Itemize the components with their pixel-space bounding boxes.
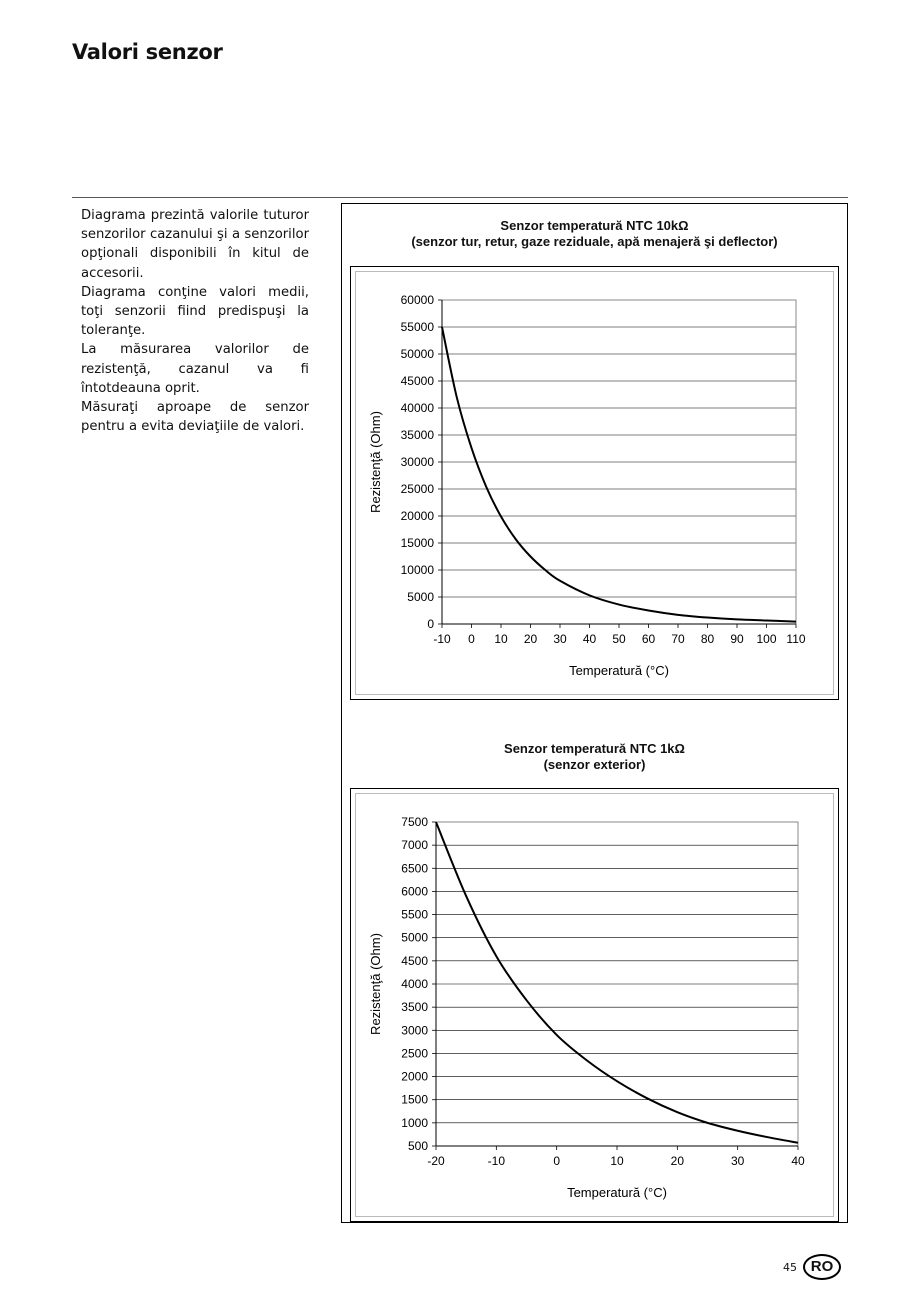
y-axis-label: Rezistenţă (Ohm) bbox=[368, 411, 383, 513]
y-tick-label: 5000 bbox=[407, 590, 434, 604]
y-tick-label: 5500 bbox=[401, 907, 428, 922]
x-tick-label: 40 bbox=[791, 1154, 805, 1168]
page-number: 45 bbox=[783, 1261, 797, 1274]
y-tick-label: 40000 bbox=[400, 401, 434, 415]
y-tick-label: 2500 bbox=[401, 1046, 428, 1061]
x-tick-label: 0 bbox=[468, 632, 475, 646]
y-tick-label: 7000 bbox=[401, 838, 428, 853]
y-tick-label: 7500 bbox=[401, 815, 428, 829]
x-tick-label: 60 bbox=[641, 632, 656, 646]
y-tick-label: 3500 bbox=[401, 1000, 428, 1015]
y-tick-label: 6000 bbox=[401, 884, 428, 899]
y-tick-label: 15000 bbox=[400, 536, 434, 550]
x-tick-label: -20 bbox=[427, 1154, 445, 1168]
y-tick-label: 3000 bbox=[401, 1023, 428, 1038]
intro-text bbox=[81, 206, 309, 436]
y-tick-label: 500 bbox=[407, 1139, 428, 1153]
resistance-curve bbox=[442, 327, 796, 622]
chart1 bbox=[350, 266, 839, 700]
x-tick-label: 50 bbox=[612, 632, 626, 646]
chart1-title bbox=[341, 218, 848, 250]
x-tick-label: 10 bbox=[494, 632, 508, 646]
y-tick-label: 35000 bbox=[400, 428, 434, 442]
y-axis-label: Rezistenţă (Ohm) bbox=[368, 933, 383, 1035]
page-title: Valori senzor bbox=[72, 40, 223, 64]
y-tick-label: 10000 bbox=[400, 563, 434, 577]
chart2-title bbox=[341, 741, 848, 773]
x-axis-label: Temperatură (°C) bbox=[569, 663, 669, 678]
resistance-curve bbox=[436, 822, 798, 1143]
chart2-svg bbox=[351, 789, 838, 1221]
chart1-title-main: Senzor temperatură NTC 10kΩ bbox=[500, 218, 689, 233]
x-tick-label: 80 bbox=[700, 632, 715, 646]
x-tick-label: -10 bbox=[433, 632, 451, 646]
y-tick-label: 0 bbox=[427, 617, 434, 631]
y-tick-label: 30000 bbox=[400, 455, 434, 469]
y-tick-label: 45000 bbox=[400, 374, 434, 388]
y-tick-label: 1000 bbox=[401, 1115, 428, 1130]
y-tick-label: 50000 bbox=[400, 347, 434, 361]
x-tick-label: 0 bbox=[553, 1154, 561, 1168]
x-tick-label: 30 bbox=[553, 632, 567, 646]
language-badge: RO bbox=[803, 1254, 841, 1280]
y-tick-label: 60000 bbox=[400, 293, 434, 307]
intro-paragraph: Diagrama conţine valori medii, toţi senzorii fiind predispuşi la toleranţe. bbox=[81, 284, 309, 339]
y-tick-label: 25000 bbox=[400, 482, 434, 496]
chart2-title-main: Senzor temperatură NTC 1kΩ bbox=[504, 741, 685, 756]
intro-paragraph: Măsuraţi aproape de senzor pentru a evita deviaţiile de valori. bbox=[81, 400, 309, 435]
intro-paragraph: Diagrama prezintă valorile tuturor senzorilor cazanului şi a senzorilor opţionali disponibili în kitul de accesorii. bbox=[81, 208, 309, 281]
y-tick-label: 4500 bbox=[401, 953, 428, 968]
x-tick-label: 40 bbox=[582, 632, 597, 646]
x-tick-label: -10 bbox=[487, 1154, 506, 1168]
y-tick-label: 2000 bbox=[401, 1069, 428, 1084]
intro-paragraph: La măsurarea valorilor de rezistenţă, cazanul va fi întotdeauna oprit. bbox=[81, 342, 309, 396]
chart1-svg bbox=[351, 267, 838, 699]
x-tick-label: 20 bbox=[670, 1154, 685, 1168]
divider bbox=[72, 197, 848, 198]
y-tick-label: 55000 bbox=[400, 320, 434, 334]
x-tick-label: 10 bbox=[610, 1154, 624, 1168]
x-tick-label: 20 bbox=[523, 632, 538, 646]
x-axis-label: Temperatură (°C) bbox=[567, 1185, 667, 1200]
chart2 bbox=[350, 788, 839, 1222]
x-tick-label: 70 bbox=[671, 632, 685, 646]
y-tick-label: 5000 bbox=[401, 930, 428, 945]
x-tick-label: 30 bbox=[730, 1154, 745, 1168]
y-tick-label: 20000 bbox=[400, 509, 434, 523]
chart1-subtitle: (senzor tur, retur, gaze reziduale, apă menajeră şi deflector) bbox=[411, 234, 778, 249]
chart2-subtitle: (senzor exterior) bbox=[543, 757, 646, 772]
y-tick-label: 1500 bbox=[401, 1092, 428, 1107]
x-tick-label: 100 bbox=[756, 632, 777, 646]
x-tick-label: 110 bbox=[786, 632, 806, 646]
x-tick-label: 90 bbox=[730, 632, 744, 646]
y-tick-label: 6500 bbox=[401, 861, 428, 876]
y-tick-label: 4000 bbox=[401, 977, 428, 991]
